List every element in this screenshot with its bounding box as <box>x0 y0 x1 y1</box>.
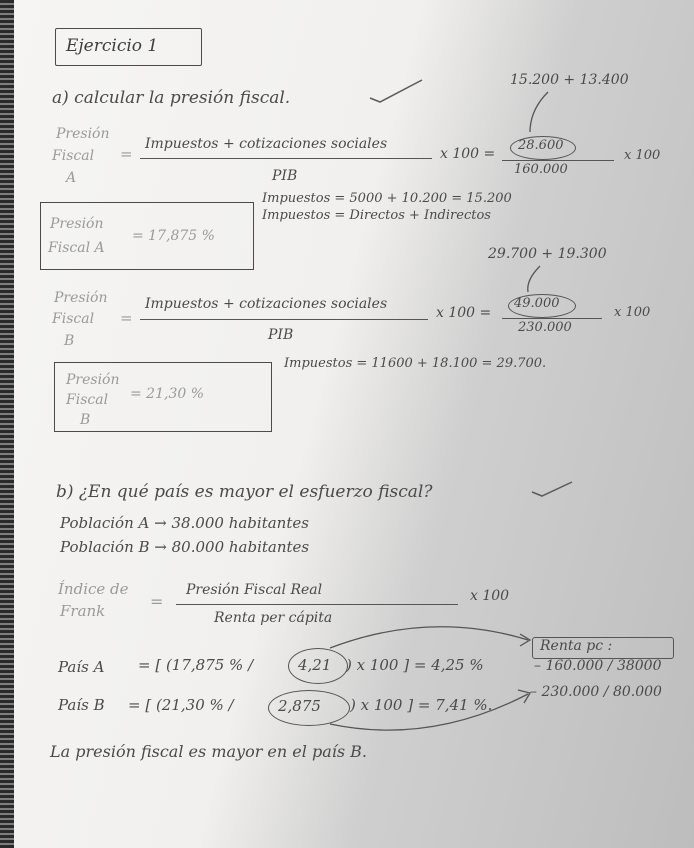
label-b-line3: B <box>64 333 75 349</box>
indice-equals: = <box>150 592 164 611</box>
pais-a-circle-value: 4,21 <box>298 656 332 674</box>
value-den-b: 230.000 <box>518 320 572 335</box>
formula-a-equals: = <box>120 145 133 163</box>
indice-label-line2: Frank <box>60 602 106 620</box>
formula-a-denominator: PIB <box>272 168 298 184</box>
pais-b-lhs: = [ (21,30 % / <box>128 696 234 714</box>
arrow-sum-b-icon <box>528 266 540 292</box>
value-num-b: 49.000 <box>514 296 560 311</box>
impuestos-b-calc: Impuestos = 11600 + 18.100 = 29.700. <box>284 356 547 371</box>
pais-a-lhs: = [ (17,875 % / <box>138 656 254 674</box>
arrow-renta-b-icon <box>330 694 528 730</box>
value-b-times-100: x 100 <box>614 305 651 320</box>
formula-b-equals: = <box>120 309 133 327</box>
indice-label-line1: Índice de <box>58 580 129 598</box>
pais-a-rhs: ) x 100 ] = 4,25 % <box>346 656 484 674</box>
formula-a-times-100: x 100 = <box>440 146 496 162</box>
result-a-label-line2: Fiscal A <box>48 240 105 256</box>
label-a-line1: Presión <box>56 126 110 142</box>
renta-b: – 230.000 / 80.000 <box>530 684 662 700</box>
value-den-a: 160.000 <box>514 162 568 177</box>
result-b-label-line1: Presión <box>66 372 120 388</box>
formula-a-numerator: Impuestos + cotizaciones sociales <box>145 136 388 152</box>
result-b-label-line3: B <box>80 412 91 428</box>
value-a-times-100: x 100 <box>624 148 661 163</box>
part-b-heading: b) ¿En qué país es mayor el esfuerzo fiscal? <box>56 482 433 502</box>
label-a-line3: A <box>66 170 77 186</box>
conclusion: La presión fiscal es mayor en el país B. <box>50 742 367 761</box>
part-a-heading: a) calcular la presión fiscal. <box>52 88 291 108</box>
impuestos-definition: Impuestos = Directos + Indirectos <box>262 208 491 223</box>
label-b-line2: Fiscal <box>52 311 95 327</box>
impuestos-a-calc: Impuestos = 5000 + 10.200 = 15.200 <box>262 191 512 206</box>
sum-a: 15.200 + 13.400 <box>510 72 629 88</box>
formula-b-numerator: Impuestos + cotizaciones sociales <box>145 296 388 312</box>
value-num-a: 28.600 <box>518 138 564 153</box>
pais-a-label: País A <box>58 658 105 676</box>
renta-a: – 160.000 / 38000 <box>534 658 662 674</box>
label-a-line2: Fiscal <box>52 148 95 164</box>
result-b-value: = 21,30 % <box>130 386 205 402</box>
pais-b-label: País B <box>58 696 105 714</box>
arrow-head-a-icon <box>520 634 530 646</box>
arrow-sum-a-icon <box>530 92 548 132</box>
indice-numerator: Presión Fiscal Real <box>186 582 323 598</box>
formula-b-times-100: x 100 = <box>436 305 492 321</box>
checkmark-icon <box>370 80 422 102</box>
label-b-line1: Presión <box>54 290 108 306</box>
sum-b: 29.700 + 19.300 <box>488 246 607 262</box>
result-a-value: = 17,875 % <box>132 228 215 244</box>
renta-box-label: Renta pc : <box>540 638 613 654</box>
arrow-renta-a-icon <box>330 627 528 648</box>
pais-b-rhs: ) x 100 ] = 7,41 %. <box>350 696 493 714</box>
poblacion-b: Población B → 80.000 habitantes <box>60 538 310 556</box>
formula-b-denominator: PIB <box>268 327 294 343</box>
poblacion-a: Población A → 38.000 habitantes <box>60 514 309 532</box>
exercise-title: Ejercicio 1 <box>66 36 159 56</box>
result-b-label-line2: Fiscal <box>66 392 109 408</box>
result-a-label-line1: Presión <box>50 216 104 232</box>
pais-b-circle-value: 2,875 <box>278 697 321 715</box>
indice-denominator: Renta per cápita <box>214 610 333 626</box>
indice-times-100: x 100 <box>470 588 510 604</box>
checkmark-icon <box>532 482 572 496</box>
